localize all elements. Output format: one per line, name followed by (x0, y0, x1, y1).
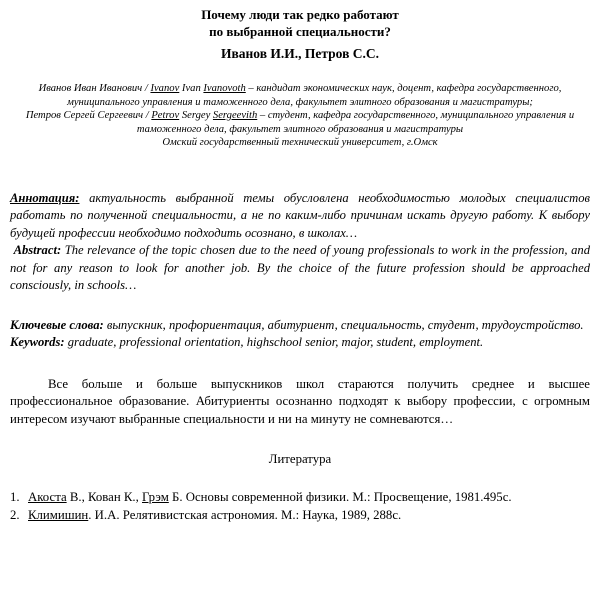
references-list (10, 489, 590, 524)
keywords-ru-text: выпускник, профориентация, абитуриент, специальность, студент, трудоустройство. (103, 317, 584, 332)
reference-item (10, 489, 590, 507)
authors-line: Иванов И.И., Петров С.С. (220, 46, 380, 61)
affiliation-1-name: Иванов Иван Иванович / (38, 83, 151, 94)
title-line-2: по выбранной специальности? (209, 24, 391, 39)
keywords-section (10, 317, 590, 352)
affiliation-2-latin-mid: Sergey (179, 110, 213, 121)
reference-details: Б. Основы современной физики. М.: Просвещение, 1981.495с. (168, 490, 512, 504)
affiliation-2-details: – студент, кафедра государственного, муниципального управления и таможенного дела, факультет элитного образования и магистратуры (136, 110, 575, 135)
keywords-ru (10, 317, 590, 335)
affiliation-1 (10, 82, 590, 109)
paper-page (0, 6, 600, 592)
keywords-en (10, 334, 590, 352)
university: Омский государственный технический университет, г.Омск (162, 137, 438, 148)
affiliation-2 (10, 109, 590, 136)
title-line-1: Почему люди так редко работают (201, 7, 399, 22)
affiliation-1-details: – кандидат экономических наук, доцент, кафедра государственного, муниципального управления и таможенного дела, факультет элитного образования и магистратуры; (67, 83, 562, 108)
affiliation-2-latin-first: Petrov (151, 110, 180, 121)
keywords-en-text: graduate, professional orientation, highschool senior, major, student, employment. (64, 335, 484, 349)
affiliations (10, 82, 590, 150)
keywords-ru-label: Ключевые слова: (10, 317, 104, 332)
abstract-ru-label: Аннотация: (10, 190, 80, 205)
reference-details: . И.А. Релятивистская астрономия. М.: Наука, 1989, 288с. (88, 507, 402, 522)
abstract-ru (10, 190, 590, 243)
paper-title (10, 6, 590, 40)
abstract-section (10, 190, 590, 295)
references-heading: Литература (268, 452, 332, 466)
abstract-en (10, 242, 590, 295)
reference-authors-2: В., Кован К., (66, 490, 143, 504)
reference-number: 2. (10, 507, 20, 522)
affiliation-1-latin-first: Ivanov (150, 83, 180, 94)
reference-number: 1. (10, 490, 20, 504)
affiliation-1-latin-last: Ivanovoth (203, 83, 246, 94)
affiliation-2-latin-last: Sergeevith (212, 110, 258, 121)
reference-author-1: Акоста (28, 490, 67, 504)
affiliation-1-latin-mid: Ivan (179, 83, 204, 94)
body-paragraph: Все больше и больше выпускников школ стараются получить среднее и высшее профессиональное образование. Абитуриенты осознанно подходят к выбору профессии, с огромным интересом изучают выбранные специальности и ни на минуту не сомневаются… (10, 376, 590, 426)
reference-author-3: Грэм (142, 490, 169, 504)
abstract-en-label: Abstract: (13, 243, 62, 257)
abstract-en-text: The relevance of the topic chosen due to the need of young professionals to work in the profession, and not for any reason to look for another job. By the choice of the future profession should be approached consciously, in schools… (10, 243, 590, 292)
keywords-en-label: Keywords: (10, 335, 65, 349)
affiliation-2-name: Петров Сергей Сергеевич / (25, 110, 152, 121)
abstract-ru-text: актуальность выбранной темы обусловлена необходимостью молодых специалистов работать по полученной специальности, а не по каким-либо причинам искать другую работу. К выбору будущей профессии необходимо подходить осознано, в школах… (10, 190, 590, 240)
reference-author-1: Климишин (28, 507, 89, 522)
reference-item (10, 507, 590, 525)
